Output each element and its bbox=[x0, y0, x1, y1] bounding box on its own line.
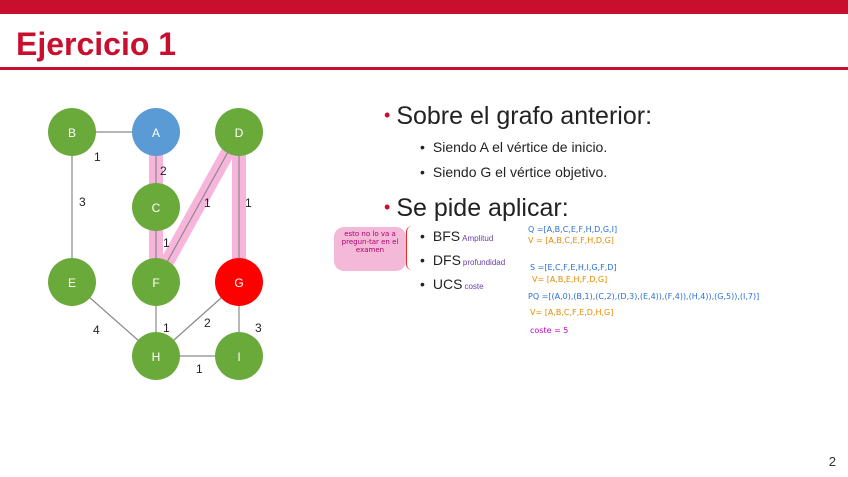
sub-bullet-inicio-text: Siendo A el vértice de inicio. bbox=[432, 139, 608, 155]
dfs-stack-annotation: S =[E,C,F,E,H,I,G,F,D] bbox=[530, 263, 617, 272]
sub-bullet-dfs: • DFS profundidad bbox=[420, 252, 506, 268]
node-E bbox=[48, 258, 96, 306]
node-B bbox=[48, 108, 96, 156]
page-number: 2 bbox=[828, 454, 836, 469]
weight-F-H: 1 bbox=[163, 321, 170, 335]
node-F bbox=[132, 258, 180, 306]
weight-E-H: 4 bbox=[93, 323, 100, 337]
weight-H-G: 2 bbox=[204, 316, 211, 330]
node-C-label: C bbox=[151, 201, 161, 215]
node-G bbox=[215, 258, 263, 306]
sub-bullet-objetivo-text: Siendo G el vértice objetivo. bbox=[432, 164, 608, 180]
ucs-visited-annotation: V= [A,B,C,F,E,D,H,G] bbox=[530, 308, 614, 317]
weight-H-I: 1 bbox=[196, 362, 203, 376]
dfs-label: DFS bbox=[432, 252, 461, 268]
sub-bullet-objetivo: • Siendo G el vértice objetivo. bbox=[420, 164, 608, 180]
node-D-label: D bbox=[234, 126, 244, 140]
node-I-label: I bbox=[237, 350, 241, 364]
weight-F-D: 1 bbox=[204, 196, 211, 210]
handwritten-side-note: esto no lo va a pregun-tar en el examen bbox=[334, 227, 406, 271]
ucs-note: coste bbox=[464, 282, 484, 291]
bfs-visited-annotation: V = [A,B,C,E,F,H,D,G] bbox=[528, 236, 614, 245]
node-A bbox=[132, 108, 180, 156]
weight-D-G: 1 bbox=[245, 196, 252, 210]
sub-bullet-ucs: • UCS coste bbox=[420, 276, 484, 292]
dfs-visited-annotation: V= [A,B,E,H,F,D,G] bbox=[532, 275, 608, 284]
node-C bbox=[132, 183, 180, 231]
weight-B-A: 1 bbox=[94, 150, 101, 164]
bfs-label: BFS bbox=[432, 228, 461, 244]
node-H-label: H bbox=[151, 350, 161, 364]
note-brace bbox=[406, 226, 415, 270]
bullet-sobre-grafo: • Sobre el grafo anterior: bbox=[384, 102, 653, 130]
dfs-note: profundidad bbox=[462, 258, 506, 267]
node-I bbox=[215, 332, 263, 380]
bfs-note: Amplitud bbox=[462, 234, 494, 243]
node-D bbox=[215, 108, 263, 156]
ucs-label: UCS bbox=[432, 276, 463, 292]
ucs-cost-annotation: coste = 5 bbox=[530, 326, 569, 335]
slide-title: Ejercicio 1 bbox=[16, 26, 177, 62]
weight-C-F: 1 bbox=[163, 236, 170, 250]
bullet-se-pide-text: Se pide aplicar: bbox=[396, 194, 569, 222]
node-G-label: G bbox=[234, 276, 244, 290]
sub-bullet-inicio: • Siendo A el vértice de inicio. bbox=[420, 139, 608, 155]
node-B-label: B bbox=[67, 126, 77, 140]
bullet-sobre-grafo-text: Sobre el grafo anterior: bbox=[396, 102, 653, 130]
node-A-label: A bbox=[151, 126, 161, 140]
weight-B-E: 3 bbox=[79, 195, 86, 209]
ucs-pq-annotation: PQ =[(A,0),(B,1),(C,2),(D,3),(E,4)),(F,4)),(H,4)),(G,5)),(I,7)] bbox=[528, 292, 760, 301]
node-E-label: E bbox=[67, 276, 77, 290]
bfs-queue-annotation: Q =[A,B,C,E,F,H,D,G,I] bbox=[528, 225, 618, 234]
weight-G-I: 3 bbox=[255, 321, 262, 335]
node-F-label: F bbox=[152, 276, 160, 290]
sub-bullet-bfs: • BFS Amplitud bbox=[420, 228, 494, 244]
bullet-se-pide: • Se pide aplicar: bbox=[384, 194, 569, 222]
node-H bbox=[132, 332, 180, 380]
weight-A-C: 2 bbox=[160, 164, 167, 178]
